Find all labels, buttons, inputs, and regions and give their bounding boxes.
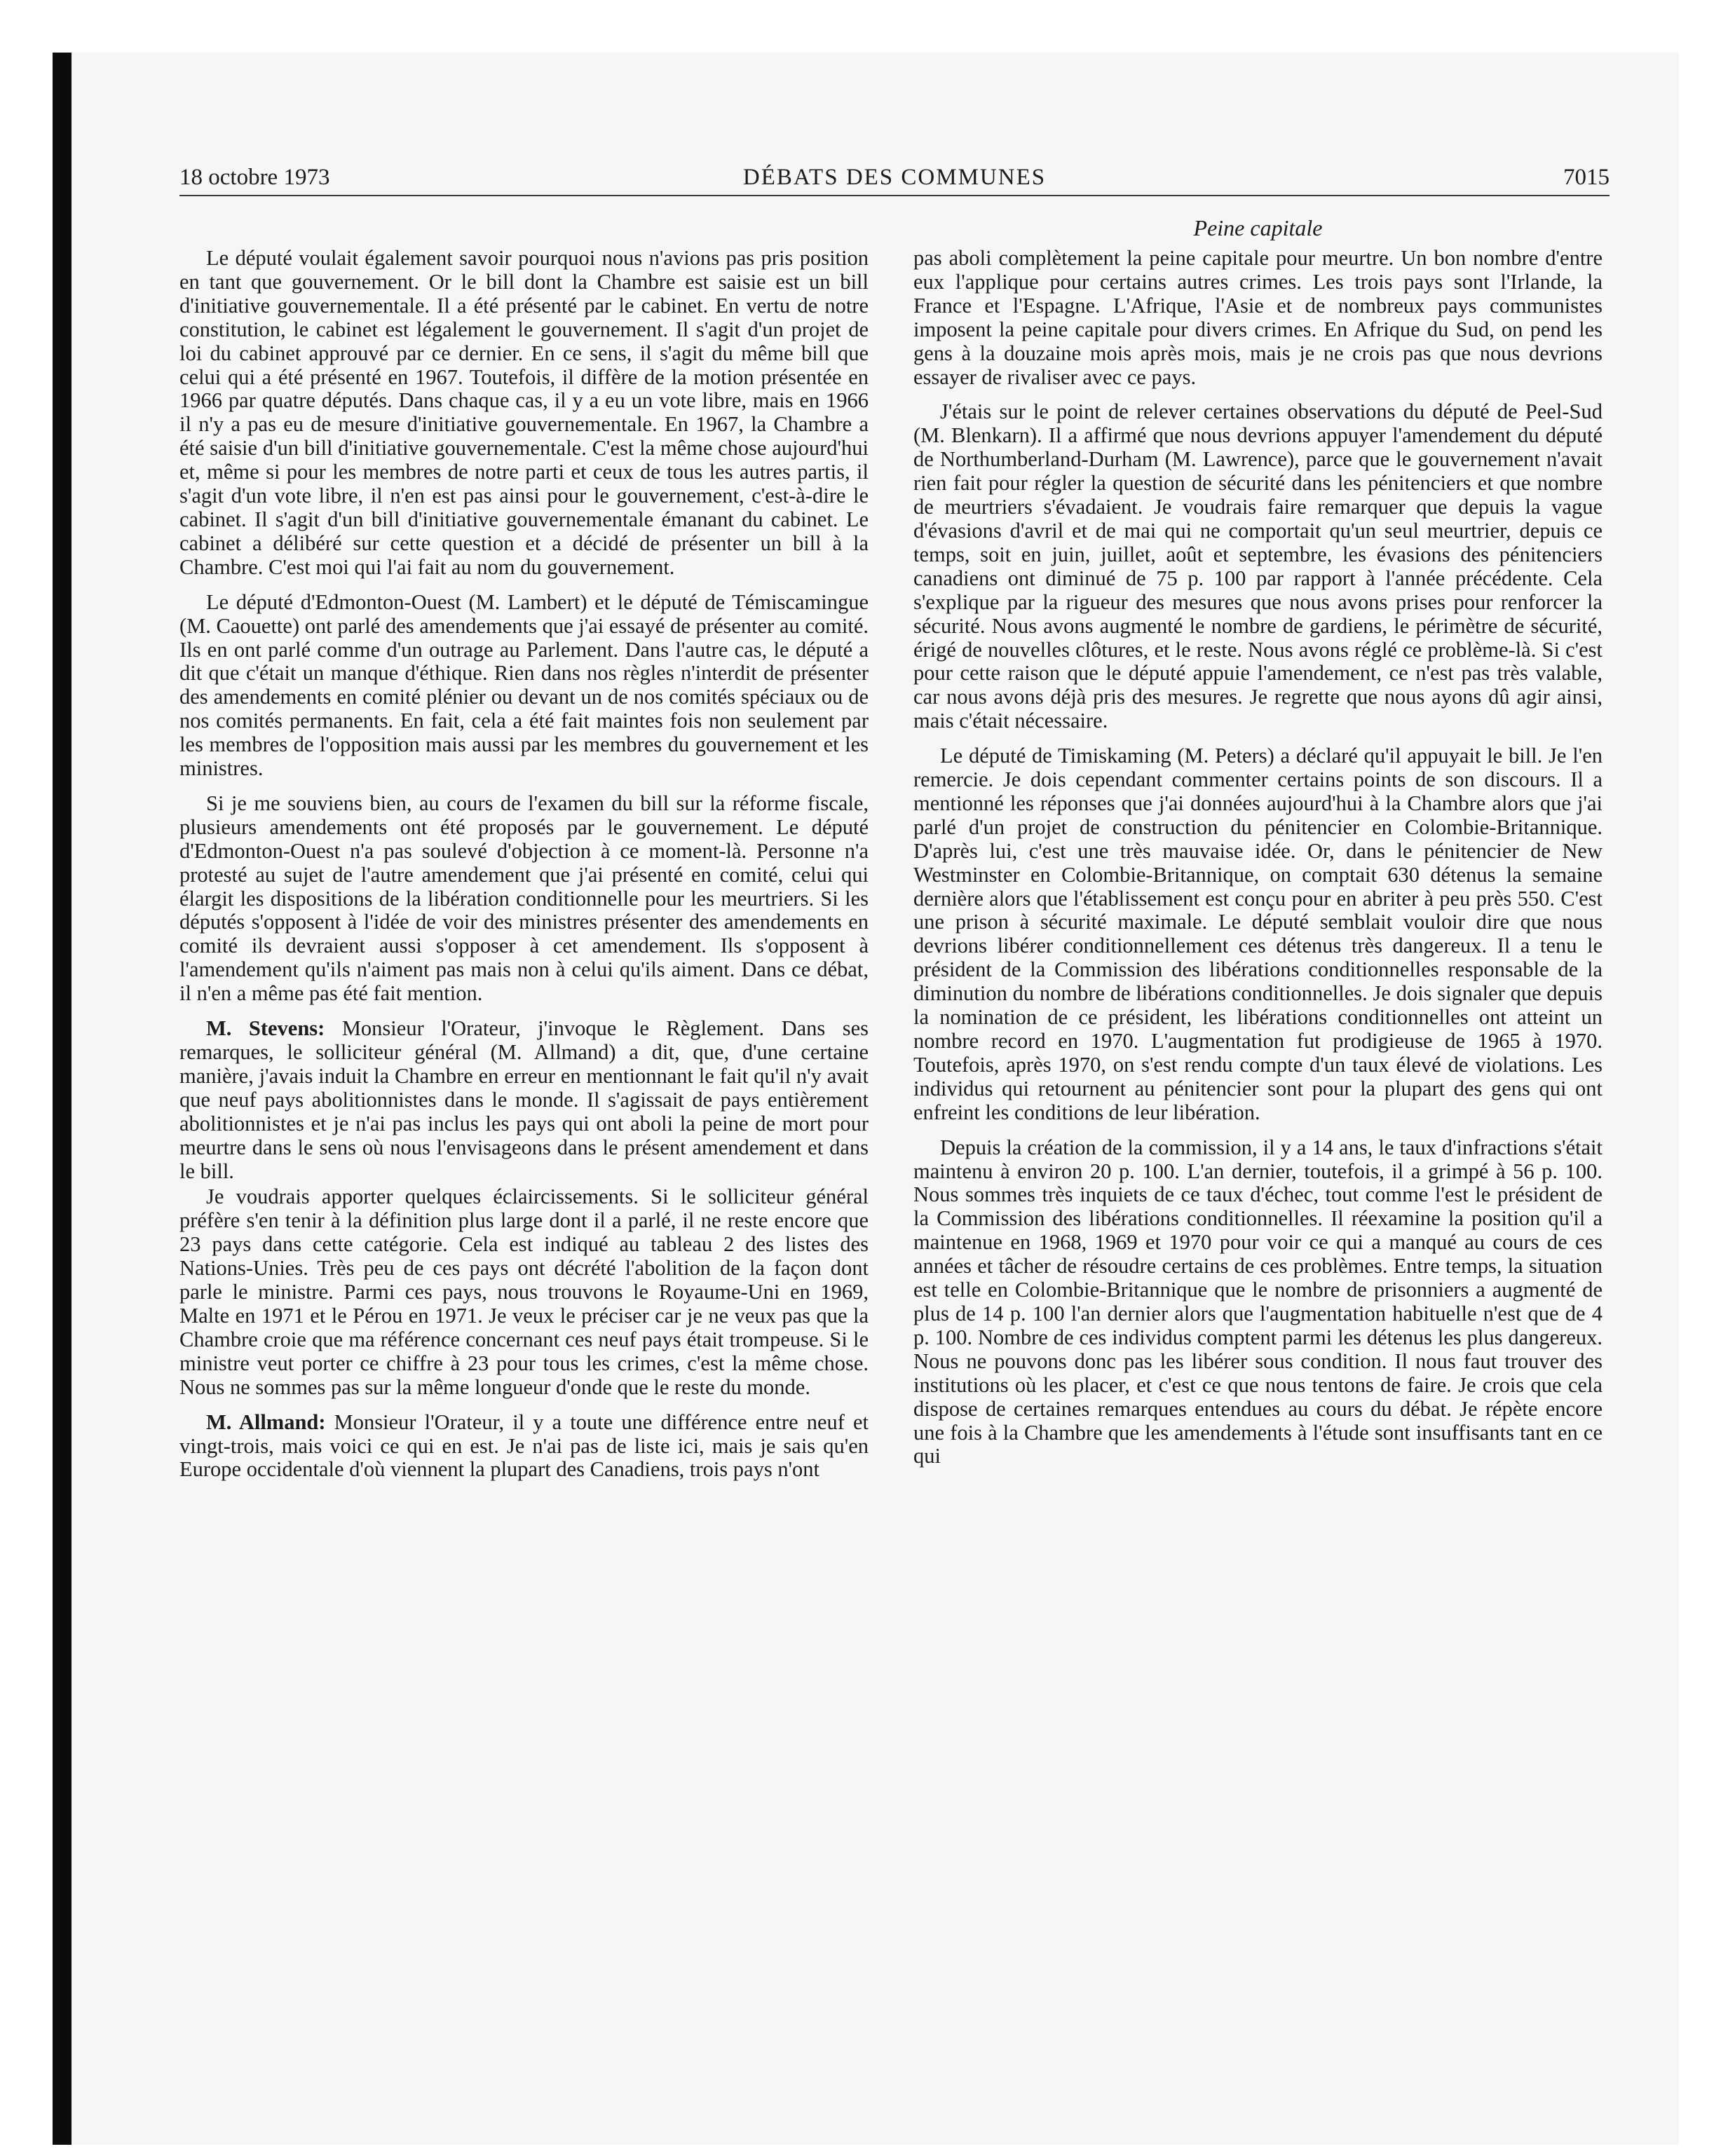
paragraph (179, 1411, 869, 1482)
binding-edge (53, 53, 72, 2145)
paragraph: Si je me souviens bien, au cours de l'examen du bill sur la réforme fiscale, plusieurs amendements ont été proposés par le gouvernement. Le député d'Edmonton-Ouest n'a pas soulevé d'objection à ce moment-là. Personne n'a protesté au sujet de l'autre amendement que j'ai présenté en comité, celui qui élargit les dispositions de la libération conditionnelle pour les meurtriers. Si les députés s'opposent à l'idée de voir des ministres présenter des amendements en comité ils devraient aussi s'opposer à cet amendement. Ils s'opposent à l'amendement qu'ils n'aiment pas mais non à celui qu'ils aiment. Dans ce débat, il n'en a même pas été fait mention. (179, 791, 869, 1006)
paragraph (179, 1017, 869, 1183)
speaker-name: M. Stevens: (206, 1016, 325, 1041)
paragraph: Le député voulait également savoir pourquoi nous n'avions pas pris position en tant que gouvernement. Or le bill dont la Chambre est saisie est un bill d'initiative gouvernementale. Il a été présenté par le cabinet. En vertu de notre constitution, le cabinet est légalement le gouvernement. Il s'agit d'un projet de loi du cabinet approuvé par ce dernier. En ce sens, il s'agit du même bill que celui qui a été présenté en 1967. Toutefois, il diffère de la motion présentée en 1966 par quatre députés. Dans chaque cas, il y a eu un vote libre, mais en 1966 il n'y a pas eu de mesure d'initiative gouvernementale. En 1967, la Chambre a été saisie d'un bill d'initiative gouvernementale. C'est la même chose aujourd'hui et, même si pour les membres de notre parti et ceux de tous les autres partis, il s'agit d'un vote libre, il n'en est pas ainsi pour le gouvernement, c'est-à-dire le cabinet. Il s'agit d'un bill d'initiative gouvernementale émanant du cabinet. Le cabinet a délibéré sur cette question et a décidé de présenter un bill à la Chambre. C'est moi qui l'ai fait au nom du gouvernement. (179, 246, 869, 579)
speech-text: Monsieur l'Orateur, il y a toute une différence entre neuf et vingt-trois, mais voici ce qui en est. Je n'ai pas de liste ici, mais je sais qu'en Europe occidentale d'où viennent la plupart des Canadiens, trois pays n'ont (179, 1410, 869, 1482)
header-rule (179, 195, 1610, 196)
header-date: 18 octobre 1973 (179, 165, 330, 190)
paragraph: Le député de Timiskaming (M. Peters) a déclaré qu'il appuyait le bill. Je l'en remercie. Je dois cependant commenter certains points de son discours. Il a mentionné les réponses que j'ai données aujourd'hui à la Chambre alors que j'ai parlé d'un projet de construction du pénitencier en Colombie-Britannique. D'après lui, c'est une très mauvaise idée. Or, dans le pénitencier de New Westminster en Colombie-Britannique, on comptait 630 détenus la semaine dernière alors que l'établissement est conçu pour en abriter à peu près 550. C'est une prison à sécurité maximale. Le député semblait vouloir dire que nous devrions libérer conditionnellement ces détenus très dangereux. Il a tenu le président de la Commission des libérations conditionnelles responsable de la diminution du nombre de libérations conditionnelles. Je dois signaler que depuis la nomination de ce président, les libérations conditionnelles ont atteint un nombre record en 1970. L'augmentation fut prodigieuse de 1965 à 1970. Toutefois, après 1970, on s'est rendu compte d'un taux élevé de violations. Les individus qui retournent au pénitencier sont pour la plupart des gens qui ont enfreint les conditions de leur libération. (913, 744, 1603, 1124)
left-column (179, 247, 869, 1493)
header-title: DÉBATS DES COMMUNES (742, 165, 1047, 190)
page-number: 7015 (1563, 165, 1610, 190)
paragraph: Je voudrais apporter quelques éclaircissements. Si le solliciteur général préfère s'en tenir à la définition plus large dont il a parlé, il ne reste encore que 23 pays dans cette catégorie. Cela est indiqué au tableau 2 des listes des Nations-Unies. Très peu de ces pays ont décrété l'abolition de la façon dont parle le ministre. Parmi ces pays, nous trouvons le Royaume-Uni en 1969, Malte en 1971 et le Pérou en 1971. Je veux le préciser car je ne veux pas que la Chambre croie que ma référence concernant ces neuf pays était trompeuse. Si le ministre veut porter ce chiffre à 23 pour tous les crimes, c'est la même chose. Nous ne sommes pas sur la même longueur d'onde que le reste du monde. (179, 1185, 869, 1399)
running-header (179, 160, 1610, 195)
speech-text: Monsieur l'Orateur, j'invoque le Règlement. Dans ses remarques, le solliciteur général (M. Allmand) a dit, que, d'une certaine manière, j'avais induit la Chambre en erreur en mentionnant le fait qu'il n'y avait que neuf pays abolitionnistes dans le monde. Il s'agissait de pays entièrement abolitionnistes et je n'ai pas inclus les pays qui ont aboli la peine de mort pour meurtre dans le sens où nous l'envisageons dans le présent amendement et dans le bill. (179, 1016, 869, 1183)
topic-heading: Peine capitale (1193, 215, 1323, 240)
paragraph: Depuis la création de la commission, il y a 14 ans, le taux d'infractions s'était maintenu à environ 20 p. 100. L'an dernier, toutefois, il a grimpé à 56 p. 100. Nous sommes très inquiets de ce taux d'échec, tout comme l'est le président de la Commission des libérations conditionnelles. Il réexamine la position qu'il a maintenue en 1968, 1969 et 1970 pour voir ce qui a manqué au cours de ces années et tâcher de résoudre certains de ces problèmes. Entre temps, la situation est telle en Colombie-Britannique que le nombre de prisonniers a augmenté de plus de 14 p. 100 l'an dernier alors que l'augmentation habituelle n'est que de 4 p. 100. Nombre de ces individus comptent parmi les détenus les plus dangereux. Nous ne pouvons donc pas les libérer sous condition. Il nous faut trouver des institutions où les placer, et c'est ce que nous tentons de faire. Je crois que cela dispose de certaines remarques entendues au cours du débat. Je répète encore une fois à la Chambre que les amendements à l'étude sont insuffisants tant en ce qui (913, 1135, 1603, 1468)
right-column (913, 247, 1603, 1480)
speaker-name: M. Allmand: (206, 1410, 326, 1434)
paragraph: J'étais sur le point de relever certaines observations du député de Peel-Sud (M. Blenkarn). Il a affirmé que nous devrions appuyer l'amendement du député de Northumberland-Durham (M. Lawrence), parce que le gouvernement n'avait rien fait pour régler la question de sécurité dans les pénitenciers et que nombre de meurtriers s'évadaient. Je voudrais faire remarquer que depuis la vague d'évasions d'avril et de mai qui ne comportait qu'un seul meurtrier, depuis ce temps, soit en juin, juillet, août et septembre, les évasions des pénitenciers canadiens ont diminué de 75 p. 100 par rapport à l'année précédente. Cela s'explique par la rigueur des mesures que nous avons prises pour renforcer la sécurité. Nous avons augmenté le nombre de gardiens, le périmètre de sécurité, érigé de nouvelles clôtures, et le reste. Nous avons réglé ce problème-là. Si c'est pour cette raison que le député appuie l'amendement, ce n'est pas très valable, car nous avons déjà pris des mesures. Je regrette que nous ayons dû agir ainsi, mais c'était nécessaire. (913, 400, 1603, 733)
paragraph: Le député d'Edmonton-Ouest (M. Lambert) et le député de Témiscamingue (M. Caouette) ont parlé des amendements que j'ai essayé de présenter au comité. Ils en ont parlé comme d'un outrage au Parlement. Dans l'autre cas, le député a dit que c'était un manque d'éthique. Rien dans nos règles n'interdit de présenter des amendements en comité plénier ou devant un de nos comités spéciaux ou de nos comités permanents. En fait, cela a été fait maintes fois non seulement par les membres de l'opposition mais aussi par les membres du gouvernement et les ministres. (179, 589, 869, 781)
paragraph: pas aboli complètement la peine capitale pour meurtre. Un bon nombre d'entre eux l'applique pour certains autres crimes. Les trois pays sont l'Irlande, la France et l'Espagne. L'Afrique, l'Asie et de nombreux pays communistes imposent la peine capitale pour divers crimes. En Afrique du Sud, on pend les gens à la douzaine mois après mois, mais je ne crois pas que nous devrions essayer de rivaliser avec ce pays. (913, 246, 1603, 389)
